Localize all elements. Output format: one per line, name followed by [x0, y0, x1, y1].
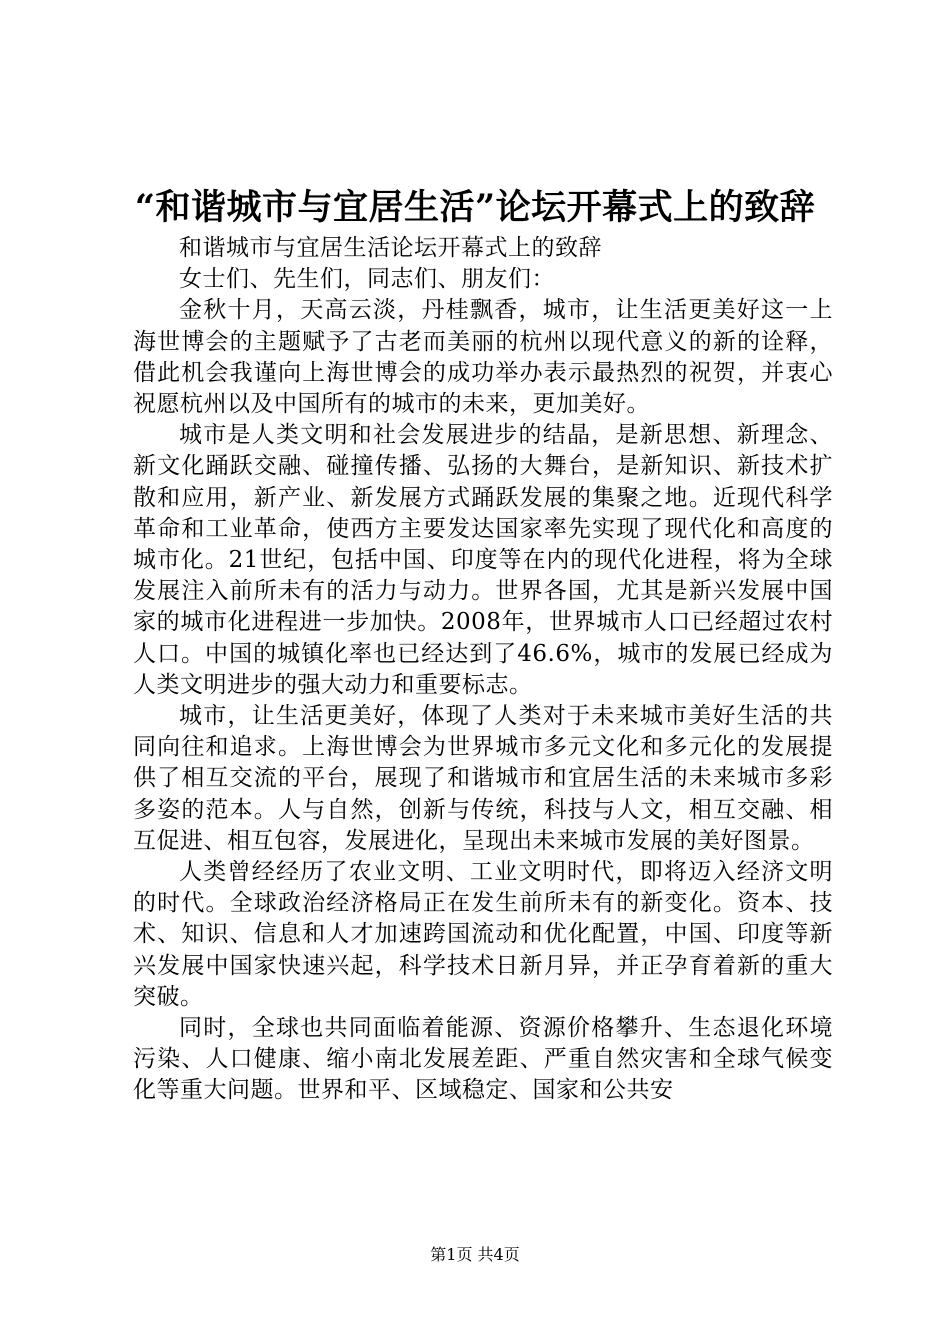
body-paragraph: 人类曾经经历了农业文明、工业文明时代，即将迈入经济文明的时代。全球政治经济格局正在发生前所未有的新变化。资本、技术、知识、信息和人才加速跨国流动和优化配置，中国、印度等新兴发展中国家快速兴起，科学技术日新月异，并正孕育着新的重大突破。	[133, 859, 833, 1010]
body-paragraph: 城市是人类文明和社会发展进步的结晶，是新思想、新理念、新文化踊跃交融、碰撞传播、弘扬的大舞台，是新知识、新技术扩散和应用，新产业、新发展方式踊跃发展的集聚之地。近现代科学革命和工业革命，使西方主要发达国家率先实现了现代化和高度的城市化。21世纪，包括中国、印度等在内的现代化进程，将为全球发展注入前所未有的活力与动力。世界各国，尤其是新兴发展中国家的城市化进程进一步加快。2008年，世界城市人口已经超过农村人口。中国的城镇化率也已经达到了46.6%，城市的发展已经成为人类文明进步的强大动力和重要标志。	[133, 422, 833, 698]
body-paragraph: 金秋十月，天高云淡，丹桂飘香，城市，让生活更美好这一上海世博会的主题赋予了古老而美丽的杭州以现代意义的新的诠释，借此机会我谨向上海世博会的成功举办表示最热烈的祝贺，并衷心祝愿杭州以及中国所有的城市的未来，更加美好。	[133, 297, 833, 418]
document-title: “和谐城市与宜居生活”论坛开幕式上的致辞	[134, 187, 816, 228]
document-body	[133, 233, 833, 1107]
page-number-footer: 第1页 共4页	[430, 1245, 520, 1264]
body-paragraph: 同时，全球也共同面临着能源、资源价格攀升、生态退化环境污染、人口健康、缩小南北发展差距、严重自然灾害和全球气候变化等重大问题。世界和平、区域稳定、国家和公共安	[133, 1015, 833, 1104]
subtitle-paragraph: 和谐城市与宜居生活论坛开幕式上的致辞	[179, 235, 602, 261]
salutation-paragraph: 女士们、先生们，同志们、朋友们：	[179, 266, 555, 293]
body-paragraph: 城市，让生活更美好，体现了人类对于未来城市美好生活的共同向往和追求。上海世博会为世界城市多元文化和多元化的发展提供了相互交流的平台，展现了和谐城市和宜居生活的未来城市多彩多姿的范本。人与自然，创新与传统，科技与人文，相互交融、相互促进、相互包容，发展进化，呈现出未来城市发展的美好图景。	[133, 703, 833, 854]
